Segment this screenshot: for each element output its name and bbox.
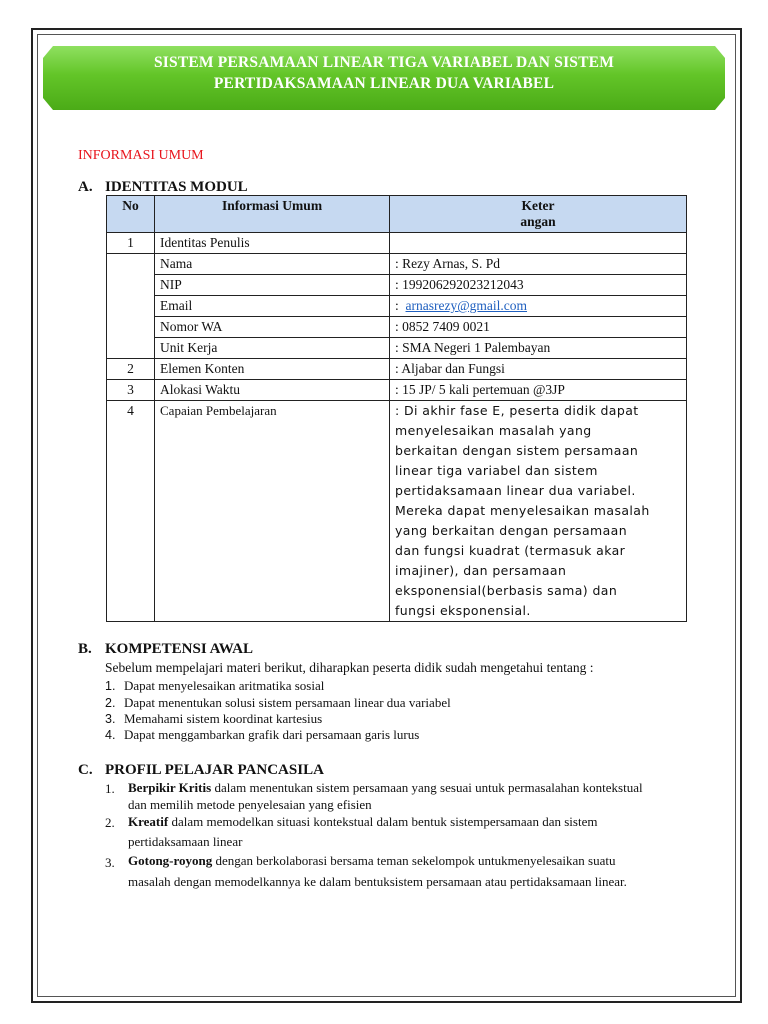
table-row [107, 380, 687, 401]
list-num: 4. [105, 728, 116, 742]
title-banner-text [43, 52, 725, 94]
list-num: 1. [105, 679, 116, 693]
table-row [107, 296, 687, 317]
row-value: : 199206292023212043 [390, 275, 687, 296]
cp-line: fungsi eksponensial. [395, 603, 531, 618]
profil-keyword: Gotong-royong [128, 853, 213, 868]
profil-item-line2: masalah dengan memodelkannya ke dalam bentuksistem persamaan atau pertidaksamaan linear. [128, 874, 627, 889]
profil-item-line2: dan memilih metode penyelesaian yang efisien [128, 797, 372, 812]
cp-line: Mereka dapat menyelesaikan masalah [395, 503, 650, 518]
title-line-1: SISTEM PERSAMAAN LINEAR TIGA VARIABEL DAN SISTEM [153, 54, 615, 71]
cp-line: berkaitan dengan sistem persamaan [395, 443, 639, 458]
row-no: 3 [107, 380, 155, 401]
section-a-heading [78, 179, 248, 196]
section-b-title: KOMPETENSI AWAL [105, 641, 253, 657]
capaian-pembelajaran-text [390, 401, 687, 622]
title-line-2: PERTIDAKSAMAAN LINEAR DUA VARIABEL [213, 75, 555, 92]
row-value: : SMA Negeri 1 Palembayan [390, 338, 687, 359]
row-label: Nomor WA [155, 317, 390, 338]
profil-keyword: Berpikir Kritis [128, 780, 212, 795]
list-item [105, 727, 419, 743]
profil-text: dalam memodelkan situasi kontekstual dalam bentuk sistempersamaan dan sistem [168, 814, 598, 829]
row-label: Identitas Penulis [155, 233, 390, 254]
profil-text: dalam menentukan sistem persamaan yang sesuai untuk permasalahan kontekstual [211, 780, 643, 795]
header-no: No [107, 196, 155, 233]
kompetensi-intro: Sebelum mempelajari materi berikut, diharapkan peserta didik sudah mengetahui tentang : [105, 660, 594, 675]
identitas-modul-table [106, 195, 687, 622]
profil-item-line1 [128, 814, 597, 830]
cp-line: yang berkaitan dengan persamaan [395, 523, 628, 538]
email-prefix: : [395, 298, 399, 313]
section-c-heading [78, 762, 324, 779]
header-informasi-umum: Informasi Umum [155, 196, 390, 233]
row-label: Elemen Konten [155, 359, 390, 380]
section-b-heading [78, 641, 253, 658]
row-no: 1 [107, 233, 155, 254]
list-item [105, 695, 451, 711]
table-row [107, 254, 687, 275]
table-row [107, 317, 687, 338]
cp-line: imajiner), dan persamaan [395, 563, 567, 578]
section-c-letter: C. [78, 762, 93, 778]
row-no-merged [107, 254, 155, 359]
profil-keyword: Kreatif [128, 814, 169, 829]
row-no: 2 [107, 359, 155, 380]
cp-line: pertidaksamaan linear dua variabel. [395, 483, 636, 498]
list-item [105, 711, 322, 727]
table-row [107, 233, 687, 254]
list-num: 2. [105, 696, 116, 710]
row-value [390, 296, 687, 317]
profil-num: 1. [105, 781, 115, 796]
header-keterangan [390, 196, 687, 233]
list-item [105, 678, 324, 694]
profil-num: 3. [105, 855, 115, 870]
row-value: : Aljabar dan Fungsi [390, 359, 687, 380]
row-label: Alokasi Waktu [155, 380, 390, 401]
header-keterangan-line2: angan [520, 214, 556, 229]
cp-line: linear tiga variabel dan sistem [395, 463, 598, 478]
profil-num: 2. [105, 815, 115, 830]
list-text: Memahami sistem koordinat kartesius [124, 711, 323, 726]
section-a-title: IDENTITAS MODUL [105, 179, 248, 195]
cp-line: eksponensial(berbasis sama) dan [395, 583, 618, 598]
section-a-letter: A. [78, 179, 93, 195]
informasi-umum-heading: INFORMASI UMUM [78, 148, 204, 163]
row-value [390, 233, 687, 254]
row-label: Unit Kerja [155, 338, 390, 359]
cp-line: dan fungsi kuadrat (termasuk akar [395, 543, 626, 558]
cp-line: : Di akhir fase E, peserta didik dapat [395, 403, 639, 418]
section-b-letter: B. [78, 641, 92, 657]
table-row [107, 338, 687, 359]
list-num: 3. [105, 712, 116, 726]
table-row [107, 275, 687, 296]
table-header-row [107, 196, 687, 233]
list-text: Dapat menggambarkan grafik dari persamaan garis lurus [124, 727, 420, 742]
email-link[interactable]: arnasrezy@gmail.com [405, 298, 528, 313]
profil-text: dengan berkolaborasi bersama teman sekelompok untukmenyelesaikan suatu [212, 853, 616, 868]
profil-item-line2: pertidaksamaan linear [128, 834, 243, 849]
profil-item-line1 [128, 780, 643, 796]
row-label: Capaian Pembelajaran [155, 401, 390, 622]
row-no: 4 [107, 401, 155, 622]
table-row [107, 401, 687, 622]
row-label: NIP [155, 275, 390, 296]
row-label: Nama [155, 254, 390, 275]
profil-item-line1 [128, 853, 616, 869]
header-keterangan-line1: Keter [521, 198, 555, 213]
section-c-title: PROFIL PELAJAR PANCASILA [105, 762, 324, 778]
table-row [107, 359, 687, 380]
cp-line: menyelesaikan masalah yang [395, 423, 592, 438]
row-label: Email [155, 296, 390, 317]
list-text: Dapat menyelesaikan aritmatika sosial [124, 678, 325, 693]
row-value: : 0852 7409 0021 [390, 317, 687, 338]
row-value: : 15 JP/ 5 kali pertemuan @3JP [390, 380, 687, 401]
row-value: : Rezy Arnas, S. Pd [390, 254, 687, 275]
list-text: Dapat menentukan solusi sistem persamaan linear dua variabel [124, 695, 451, 710]
